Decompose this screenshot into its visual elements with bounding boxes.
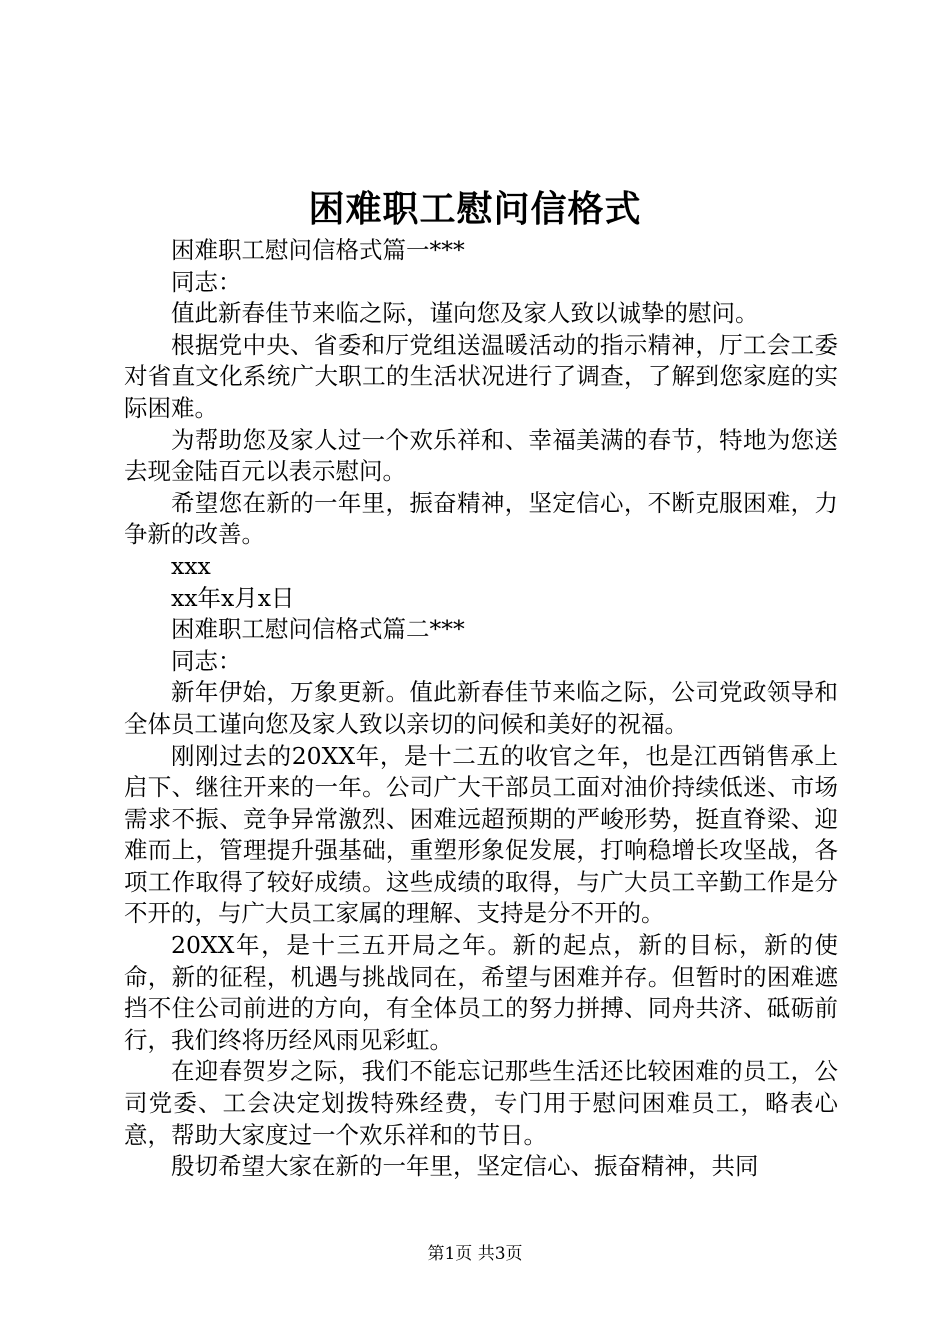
paragraph: 希望您在新的一年里，振奋精神，坚定信心，不断克服困难，力争新的改善。	[124, 488, 838, 549]
salutation-2: 同志：	[171, 646, 242, 675]
signature-line: xxx	[171, 551, 211, 580]
date-line: xx年x月x日	[171, 583, 295, 612]
paragraph: 新年伊始，万象更新。值此新春佳节来临之际，公司党政领导和全体员工谨向您及家人致以亲切的问候和美好的祝福。	[124, 678, 838, 738]
paragraph: 根据党中央、省委和厅党组送温暖活动的指示精神，厅工会工委对省直文化系统广大职工的生活状况进行了调查，了解到您家庭的实际困难。	[124, 330, 838, 422]
document-title: 困难职工慰问信格式	[308, 188, 642, 230]
paragraph: 值此新春佳节来临之际，谨向您及家人致以诚挚的慰问。	[171, 299, 759, 328]
paragraph: 20XX年，是十三五开局之年。新的起点，新的目标，新的使命，新的征程，机遇与挑战同在，希望与困难并存。但暂时的困难遮挡不住公司前进的方向，有全体员工的努力拼搏、同舟共济、砥砺前行，我们终将历经风雨见彩虹。	[124, 931, 838, 1054]
paragraph: 在迎春贺岁之际，我们不能忘记那些生活还比较困难的员工，公司党委、工会决定划拨特殊经费，专门用于慰问困难员工，略表心意，帮助大家度过一个欢乐祥和的节日。	[124, 1057, 838, 1149]
page-number: 第1页 共3页	[427, 1244, 523, 1264]
section-heading-1: 困难职工慰问信格式篇一***	[171, 236, 465, 264]
paragraph: 殷切希望大家在新的一年里，坚定信心、振奋精神，共同	[171, 1152, 759, 1181]
salutation-1: 同志：	[171, 267, 242, 296]
paragraph: 为帮助您及家人过一个欢乐祥和、幸福美满的春节，特地为您送去现金陆百元以表示慰问。	[124, 425, 838, 486]
document-body	[124, 235, 838, 1183]
section-heading-2: 困难职工慰问信格式篇二***	[171, 615, 465, 644]
paragraph: 刚刚过去的20XX年，是十二五的收官之年，也是江西销售承上启下、继往开来的一年。公司广大干部员工面对油价持续低迷、市场需求不振、竞争异常激烈、困难远超预期的严峻形势，挺直脊梁、迎难而上，管理提升强基础，重塑形象促发展，打响稳增长攻坚战，各项工作取得了较好成绩。这些成绩的取得，与广大员工辛勤工作是分不开的，与广大员工家属的理解、支持是分不开的。	[124, 741, 838, 928]
